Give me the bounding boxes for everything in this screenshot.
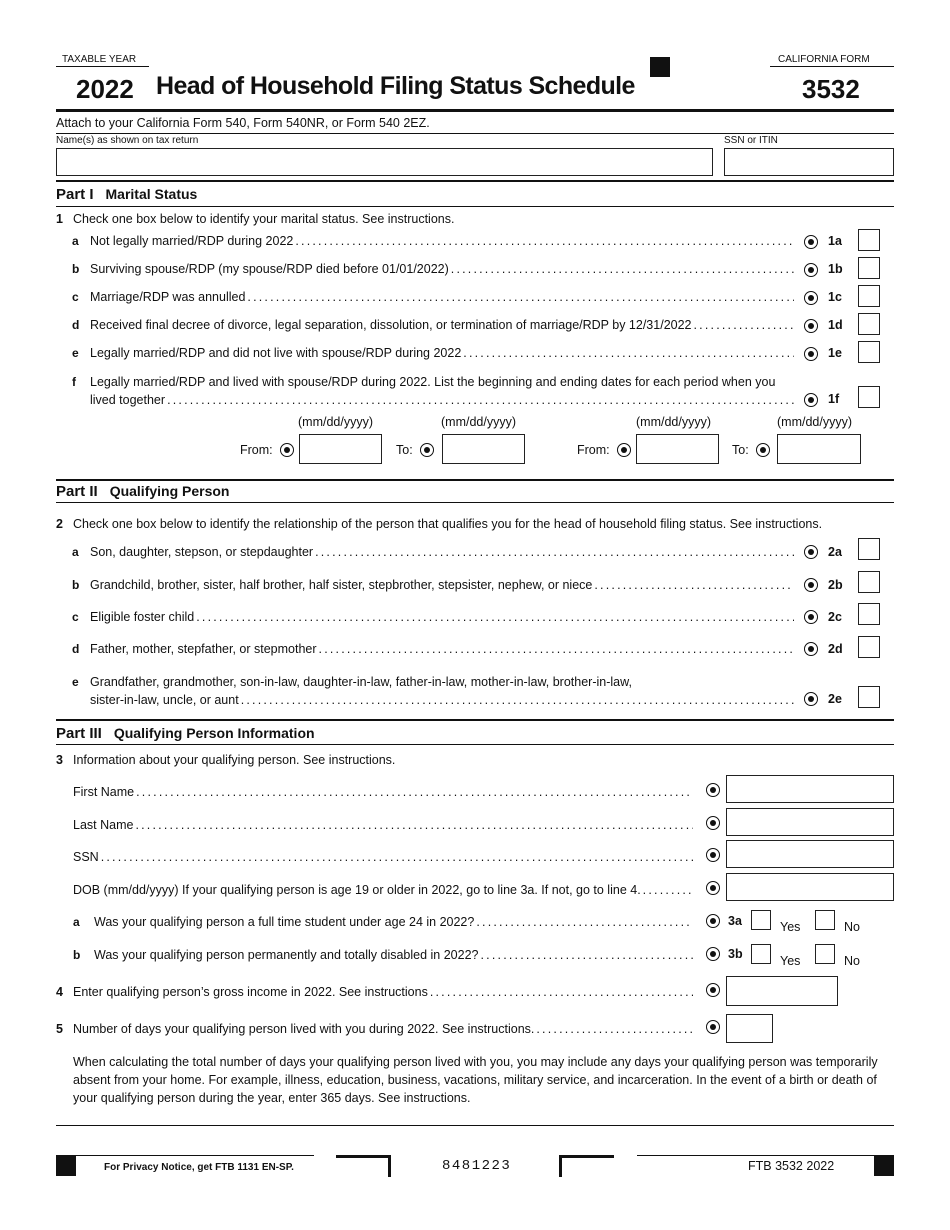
first-name-marker-icon: [706, 783, 720, 797]
line1a-letter: a: [72, 234, 79, 248]
line2a-checkbox[interactable]: [858, 538, 880, 560]
form-code: 8481223: [442, 1158, 512, 1174]
part1-title: Marital Status: [105, 186, 198, 202]
line2d-code: 2d: [828, 642, 843, 656]
line1a-text: Not legally married/RDP during 2022 .....: [90, 234, 794, 248]
from-marker-icon-1: [280, 443, 294, 457]
part2-title: Qualifying Person: [109, 483, 230, 499]
line5-number: 5: [56, 1022, 63, 1036]
from-marker-icon-2: [617, 443, 631, 457]
line1c-checkbox[interactable]: [858, 285, 880, 307]
line1d-marker-icon: [804, 319, 818, 333]
line1a-marker-icon: [804, 235, 818, 249]
line2-text: Check one box below to identify the relationship of the person that qualifies you for the head of household filing status. See instructions.: [73, 517, 823, 531]
name-label: Name(s) as shown on tax return: [56, 135, 199, 146]
line2a-text: Son, daughter, stepson, or stepdaughter .....: [90, 545, 794, 559]
dob-marker-icon: [706, 881, 720, 895]
line3b-code: 3b: [728, 947, 743, 961]
line1a-checkbox[interactable]: [858, 229, 880, 251]
line3b-no-checkbox[interactable]: [815, 944, 835, 964]
line1-text: Check one box below to identify your marital status. See instructions.: [73, 212, 455, 226]
line1b-checkbox[interactable]: [858, 257, 880, 279]
line2c-marker-icon: [804, 610, 818, 624]
line5-marker-icon: [706, 1020, 720, 1034]
name-field[interactable]: [56, 148, 713, 176]
line2e-marker-icon: [804, 692, 818, 706]
page-title: Head of Household Filing Status Schedule: [156, 72, 635, 100]
line2d-marker-icon: [804, 642, 818, 656]
note-line-2: absent from your home. For example, illness, education, business, vacations, military service, and incarceration. In the event of a birth or death of: [73, 1073, 877, 1087]
line2b-text: Grandchild, brother, sister, half brother, half sister, stepbrother, stepsister, nephew, or niece .....: [90, 578, 794, 592]
date-format-hint-1: (mm/dd/yyyy): [298, 415, 373, 429]
part1-header: [56, 186, 197, 203]
qualifying-ssn-marker-icon: [706, 848, 720, 862]
line4-number: 4: [56, 985, 63, 999]
line1d-text: Received final decree of divorce, legal separation, dissolution, or termination of marriage/RDP by 12/31/2022 .....: [90, 318, 794, 332]
line4-marker-icon: [706, 983, 720, 997]
from-date-field-2[interactable]: [636, 434, 719, 464]
days-lived-field[interactable]: [726, 1014, 773, 1043]
line2e-code: 2e: [828, 692, 842, 706]
date-format-hint-4: (mm/dd/yyyy): [777, 415, 852, 429]
to-marker-icon-2: [756, 443, 770, 457]
line2b-checkbox[interactable]: [858, 571, 880, 593]
line2a-marker-icon: [804, 545, 818, 559]
line2b-code: 2b: [828, 578, 843, 592]
line1b-marker-icon: [804, 263, 818, 277]
line2e-text: Grandfather, grandmother, son-in-law, daughter-in-law, father-in-law, mother-in-law, brother-in-law,: [90, 675, 632, 689]
line2e-text-cont: sister-in-law, uncle, or aunt .....: [90, 693, 794, 707]
line2d-letter: d: [72, 642, 80, 656]
tax-year: 2022: [76, 74, 134, 104]
line2a-code: 2a: [828, 545, 842, 559]
gross-income-field[interactable]: [726, 976, 838, 1006]
ssn-label: SSN or ITIN: [724, 135, 778, 146]
line2c-text: Eligible foster child .....: [90, 610, 794, 624]
line3a-code: 3a: [728, 914, 742, 928]
line1f-marker-icon: [804, 393, 818, 407]
line1b-letter: b: [72, 262, 80, 276]
qualifying-ssn-field[interactable]: [726, 840, 894, 868]
line3a-marker-icon: [706, 914, 720, 928]
from-date-field-1[interactable]: [299, 434, 382, 464]
first-name-label: First Name .....: [73, 785, 693, 799]
line1d-checkbox[interactable]: [858, 313, 880, 335]
line2d-checkbox[interactable]: [858, 636, 880, 658]
dob-field[interactable]: [726, 873, 894, 901]
part2-label: Part II: [56, 483, 98, 500]
california-form-label: CALIFORNIA FORM: [778, 54, 870, 65]
line1d-code: 1d: [828, 318, 843, 332]
date-format-hint-2: (mm/dd/yyyy): [441, 415, 516, 429]
form-number: 3532: [802, 74, 860, 104]
line1e-checkbox[interactable]: [858, 341, 880, 363]
to-date-field-2[interactable]: [777, 434, 861, 464]
line1f-checkbox[interactable]: [858, 386, 880, 408]
line3a-text: Was your qualifying person a full time student under age 24 in 2022? .....: [94, 915, 693, 929]
note-line-1: When calculating the total number of days your qualifying person lived with you, you may include any days your qualifying person was temporarily: [73, 1055, 878, 1069]
line1-number: 1: [56, 212, 63, 226]
line1e-text: Legally married/RDP and did not live with spouse/RDP during 2022 .....: [90, 346, 794, 360]
line1a-code: 1a: [828, 234, 842, 248]
line2c-letter: c: [72, 610, 79, 624]
line2b-marker-icon: [804, 578, 818, 592]
from-label-1: From:: [240, 443, 273, 457]
line1c-marker-icon: [804, 291, 818, 305]
line1b-text: Surviving spouse/RDP (my spouse/RDP died before 01/01/2022) .....: [90, 262, 794, 276]
form-id: FTB 3532 2022: [748, 1159, 835, 1173]
to-marker-icon-1: [420, 443, 434, 457]
ssn-field[interactable]: [724, 148, 894, 176]
privacy-notice: For Privacy Notice, get FTB 1131 EN-SP.: [104, 1162, 294, 1173]
footer-left-mark: [56, 1156, 76, 1176]
part3-title: Qualifying Person Information: [113, 725, 315, 741]
line1c-letter: c: [72, 290, 79, 304]
line1f-text: Legally married/RDP and lived with spouse/RDP during 2022. List the beginning and ending dates for each period when you: [90, 375, 776, 389]
taxable-year-label: TAXABLE YEAR: [62, 54, 137, 65]
attach-instruction: Attach to your California Form 540, Form 540NR, or Form 540 2EZ.: [56, 116, 430, 130]
line3a-yes-checkbox[interactable]: [751, 910, 771, 930]
line1f-text-cont: lived together .....: [90, 393, 794, 407]
first-name-field[interactable]: [726, 775, 894, 803]
line3-number: 3: [56, 753, 63, 767]
line2-number: 2: [56, 517, 63, 531]
line3a-no-checkbox[interactable]: [815, 910, 835, 930]
line2e-checkbox[interactable]: [858, 686, 880, 708]
from-label-2: From:: [577, 443, 610, 457]
line3b-text: Was your qualifying person permanently and totally disabled in 2022? .....: [94, 948, 693, 962]
line3b-yes-checkbox[interactable]: [751, 944, 771, 964]
part3-label: Part III: [56, 725, 102, 742]
line3a-yes-label: Yes: [780, 920, 801, 934]
note-line-3: your qualifying person during the year, enter 365 days. See instructions.: [73, 1091, 471, 1105]
footer-right-mark: [874, 1156, 894, 1176]
line3b-letter: b: [73, 948, 81, 962]
line3b-yes-label: Yes: [780, 954, 801, 968]
to-date-field-1[interactable]: [442, 434, 525, 464]
last-name-marker-icon: [706, 816, 720, 830]
line3-text: Information about your qualifying person. See instructions.: [73, 753, 396, 767]
line1f-code: 1f: [828, 392, 840, 406]
line4-text: Enter qualifying person’s gross income in 2022. See instructions .....: [73, 985, 693, 999]
line1e-marker-icon: [804, 347, 818, 361]
line2c-checkbox[interactable]: [858, 603, 880, 625]
date-format-hint-3: (mm/dd/yyyy): [636, 415, 711, 429]
to-label-1: To:: [396, 443, 413, 457]
line1c-text: Marriage/RDP was annulled .....: [90, 290, 794, 304]
line3a-letter: a: [73, 915, 80, 929]
last-name-field[interactable]: [726, 808, 894, 836]
line3b-marker-icon: [706, 947, 720, 961]
line5-text: Number of days your qualifying person lived with you during 2022. See instructions. .....: [73, 1022, 693, 1036]
line1e-letter: e: [72, 346, 79, 360]
to-label-2: To:: [732, 443, 749, 457]
part2-header: [56, 483, 230, 500]
line2a-letter: a: [72, 545, 79, 559]
last-name-label: Last Name .....: [73, 818, 693, 832]
line1c-code: 1c: [828, 290, 842, 304]
dob-label: DOB (mm/dd/yyyy) If your qualifying person is age 19 or older in 2022, go to line 3a. If not, go to line 4. .....: [73, 883, 693, 897]
part3-header: [56, 725, 315, 742]
line2d-text: Father, mother, stepfather, or stepmother .....: [90, 642, 794, 656]
line1d-letter: d: [72, 318, 80, 332]
line1e-code: 1e: [828, 346, 842, 360]
line3a-no-label: No: [844, 920, 860, 934]
line1f-letter: f: [72, 375, 76, 389]
qualifying-ssn-label: SSN .....: [73, 850, 693, 864]
line2b-letter: b: [72, 578, 80, 592]
line2e-letter: e: [72, 675, 79, 689]
part1-label: Part I: [56, 186, 94, 203]
line2c-code: 2c: [828, 610, 842, 624]
registration-mark: [650, 57, 670, 77]
line1b-code: 1b: [828, 262, 843, 276]
line3b-no-label: No: [844, 954, 860, 968]
